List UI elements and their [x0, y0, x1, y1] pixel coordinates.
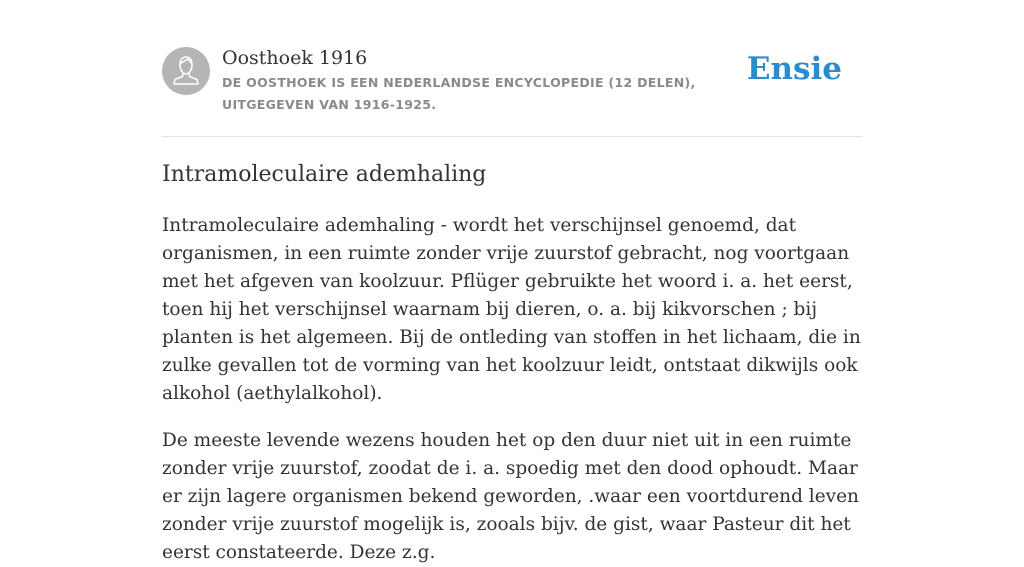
article-paragraph: De meeste levende wezens houden het op den duur niet uit in een ruimte zonder vrije zuurstof, zoodat de i. a. spoedig met den dood ophoudt. Maar er zijn lagere organismen bekend geworden, .waar een voortdurend leven zonder vrije zuurstof mogelijk is, zooals bijv. de gist, waar Pasteur dit het eerst constateerde. Deze z.g.: [162, 430, 859, 563]
source-header: [162, 44, 862, 137]
article-paragraph: Intramoleculaire ademhaling - wordt het verschijnsel genoemd, dat organismen, in een ruimte zonder vrije zuurstof gebracht, nog voortgaan met het afgeven van koolzuur. Pflüger gebruikte het woord i. a. het eerst, toen hij het verschijnsel waarnam bij dieren, o. a. bij kikvorschen ; bij planten is het algemeen. Bij de ontleding van stoffen in het lichaam, die in zulke gevallen tot de vorming van het koolzuur leidt, ontstaat dikwijls ook alkohol (aethylalkohol).: [162, 215, 861, 404]
source-title[interactable]: Oosthoek 1916: [222, 47, 368, 69]
article-body: [162, 212, 862, 567]
user-silhouette-icon: [162, 47, 210, 95]
article-title: Intramoleculaire ademhaling: [162, 162, 487, 187]
article: [162, 160, 862, 567]
source-description: DE OOSTHOEK IS EEN NEDERLANDSE ENCYCLOPEDIE (12 DELEN), UITGEGEVEN VAN 1916-1925.: [222, 75, 696, 112]
avatar[interactable]: [162, 47, 210, 95]
brand-logo[interactable]: Ensie: [746, 51, 842, 87]
